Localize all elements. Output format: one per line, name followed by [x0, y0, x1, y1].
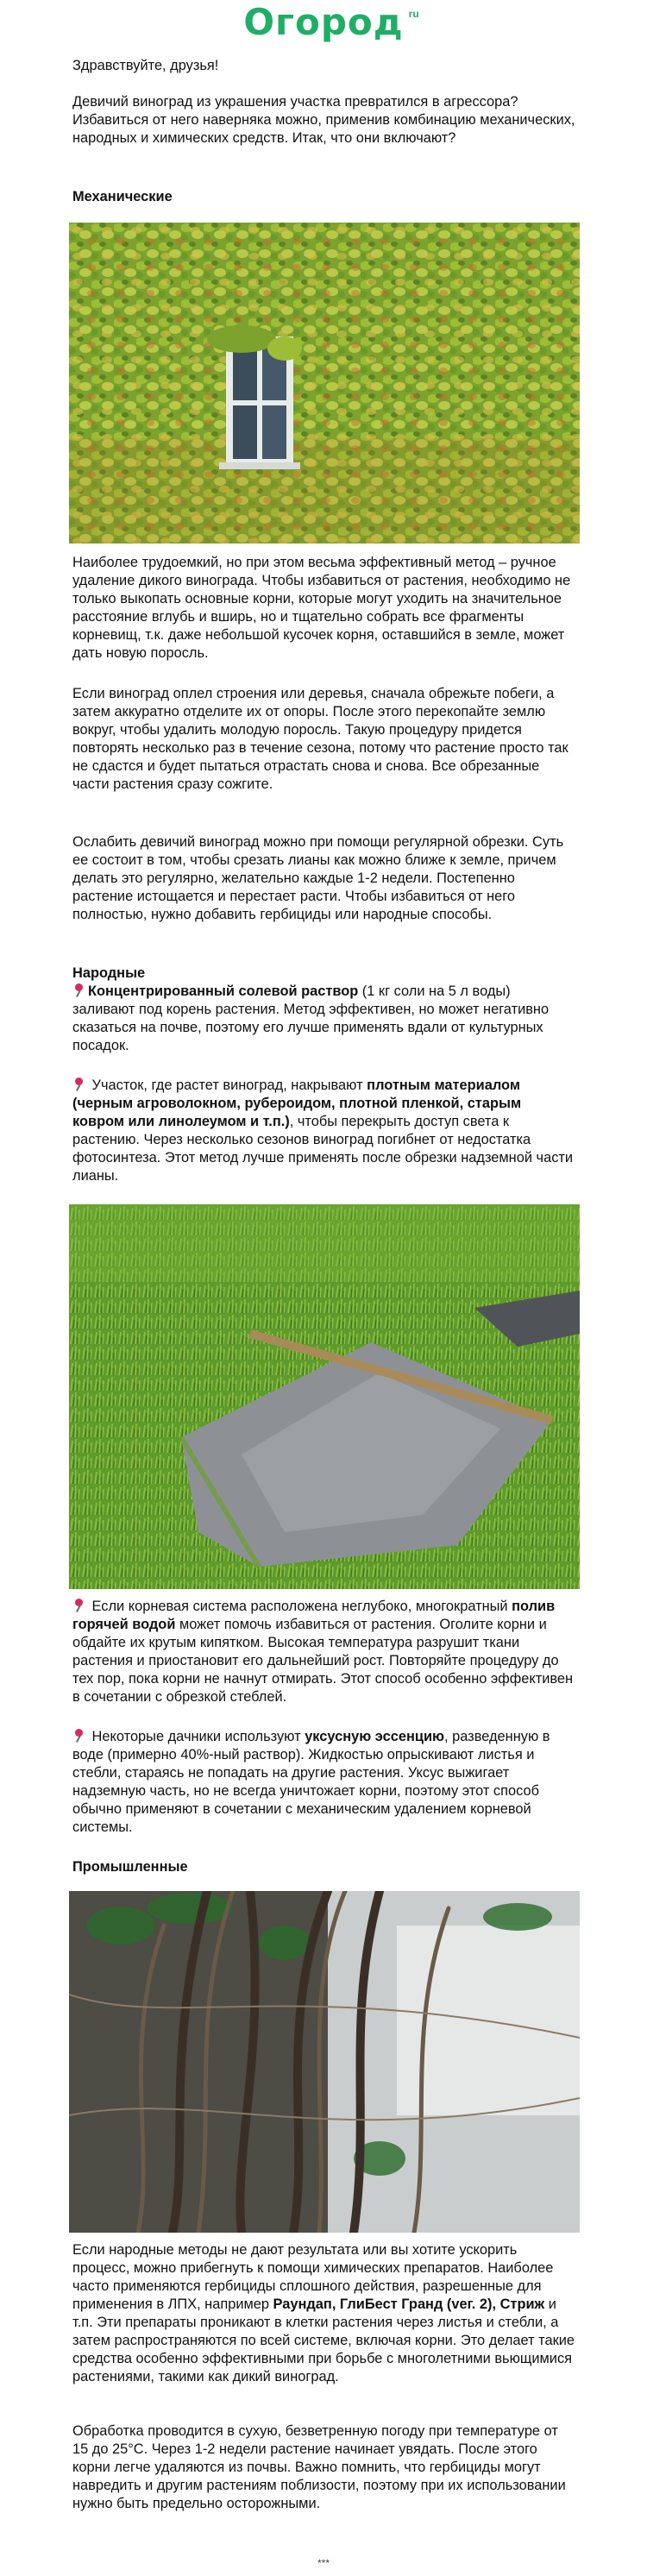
pushpin-icon: [72, 1729, 85, 1743]
pushpin-icon: [72, 1599, 85, 1612]
section-title: Промышленные: [72, 1859, 188, 1875]
bold-term: Раундап, ГлиБест Гранд (vег. 2), Стриж: [273, 2296, 545, 2312]
mechanical-p2: [72, 685, 576, 794]
mechanical-p3: [72, 833, 576, 924]
pushpin-icon: [72, 983, 85, 997]
intro-text: Девичий виноград из украшения участка превратился в агрессора? Избавиться от него наверняка можно, применив комбинацию механических, народных и химических средств. Итак, что они включают?: [72, 94, 575, 146]
site-logo[interactable]: [243, 1, 419, 43]
paragraph: [72, 1598, 576, 1706]
paragraph-text: и т.п. Эти препараты проникают в клетки растения через листья и стебли, а затем распространяются по всей системе, включая корни. Это делает такие средства особенно эффективными при борьбе с многолетними вьющимися растениями, такими как дикий виноград.: [72, 2296, 575, 2384]
bold-term: уксусную эссенцию: [305, 1729, 445, 1744]
header: [0, 0, 647, 47]
section-heading-mechanical: [72, 188, 576, 206]
pushpin-icon: [72, 1078, 85, 1091]
paragraph-text: Если народные методы не дают результата или вы хотите ускорить процесс, можно прибегнуть к помощи химических препаратов. Наиболее часто применяются гербициды сплошного действия, разрешенные для применения в ЛПХ, например: [72, 2242, 554, 2312]
intro-block: [72, 93, 576, 148]
photo-woody-vines: [69, 1891, 580, 2233]
paragraph: Наиболее трудоемкий, но при этом весьма эффективный метод – ручное удаление дикого винограда. Чтобы избавиться от растения, необходимо не только выкопать основные корни, которые могут уходить на значительное расстояние вглубь и вширь, но и тщательно собрать все фрагменты корневищ, т.к. даже небольшой кусочек корня, оставшийся в земле, может дать новую поросль.: [72, 555, 571, 661]
folk-item-cover: [72, 1077, 576, 1185]
paragraph-text: (1 кг соли на 5 л воды) заливают под корень растения. Метод эффективен, но может негативно сказаться на почве, поэтому его лучше применять вдали от культурных посадок.: [72, 983, 550, 1053]
greeting-text: Здравствуйте, друзья!: [72, 58, 219, 73]
photo-ivy-window: [69, 223, 580, 543]
paragraph: [72, 1728, 576, 1837]
section-title: Народные: [72, 965, 146, 981]
logo-wordmark: Огород: [243, 1, 404, 43]
paragraph: Если виноград оплел строения или деревья, сначала обрежьте побеги, а затем аккуратно отделите их от опоры. После этого перекопайте землю вокруг, чтобы удалить молодую поросль. Такую процедуру придется повторять несколько раз в течение сезона, потому что растение просто так не сдастся и будет пытаться отрастать снова и снова. Все обрезанные части растения сразу сожгите.: [72, 686, 568, 792]
bold-term: Концентрированный солевой раствор: [88, 983, 359, 999]
paragraph-text: , чтобы перекрыть доступ света к растению. Через несколько сезонов виноград погибнет от недостатка фотосинтеза. Этот метод лучше применять после обрезки надземной части лианы.: [72, 1114, 574, 1184]
bold-term: полив горячей водой: [72, 1599, 556, 1632]
folk-item-vinegar: [72, 1728, 576, 1837]
footer-separator: ***: [317, 2557, 330, 2569]
mechanical-p1: [72, 554, 576, 663]
folk-item-salt: [72, 983, 576, 1055]
paragraph: Обработка проводится в сухую, безветренную погоду при температуре от 15 до 25°C. Через 1-2 недели растение начинает увядать. После этого корни легче удаляются из почвы. Важно помнить, что гербициды могут навредить и другим растениям поблизости, поэтому при их использовании нужно быть предельно осторожными.: [72, 2423, 566, 2511]
section-title: Механические: [72, 189, 173, 204]
paragraph-text: Если корневая система расположена неглубоко, многократный: [88, 1599, 512, 1614]
paragraph: Ослабить девичий виноград можно при помощи регулярной обрезки. Суть ее состоит в том, чтобы срезать лианы как можно ближе к земле, причем делать это регулярно, желательно каждые 1-2 недели. Постепенно растение истощается и перестает расти. Чтобы избавиться от него полностью, нужно добавить гербициды или народные способы.: [72, 834, 564, 922]
industrial-p2: [72, 2422, 576, 2513]
paragraph-text: может помочь избавиться от растения. Оголите корни и обдайте их крутым кипятком. Высокая температура разрушит ткани растения и приостановит его дальнейший рост. Повторяйте процедуру до тех пор, пока корни не начнут отмирать. Этот способ особенно эффективен в сочетании с обрезкой стеблей.: [72, 1617, 574, 1705]
section-heading-industrial: [72, 1858, 576, 1876]
paragraph-text: , разведенную в воде (примерно 40%-ный раствор). Жидкостью опрыскивают листья и стебли, стараясь не попадать на другие растения. Уксус выжигает надземную часть, но не всегда уничтожает корни, поэтому этот способ обычно применяют в сочетании с механическим удалением корневой системы.: [72, 1729, 550, 1835]
paragraph-text: Некоторые дачники используют: [88, 1729, 305, 1744]
bold-term: плотным материалом (черным агроволокном, рубероидом, плотной пленкой, старым ковром или линолеумом и т.п.): [72, 1078, 522, 1129]
folk-item-hot-water: [72, 1598, 576, 1706]
industrial-p1: [72, 2241, 576, 2386]
logo-tld: ru: [408, 8, 419, 20]
photo-covered-ground: [69, 1204, 580, 1589]
paragraph: [72, 1077, 576, 1185]
paragraph-text: Участок, где растет виноград, накрывают: [88, 1078, 367, 1093]
paragraph: [72, 983, 576, 1055]
paragraph: [72, 2241, 576, 2386]
greeting-block: [72, 57, 576, 75]
section-heading-folk: [72, 964, 576, 983]
